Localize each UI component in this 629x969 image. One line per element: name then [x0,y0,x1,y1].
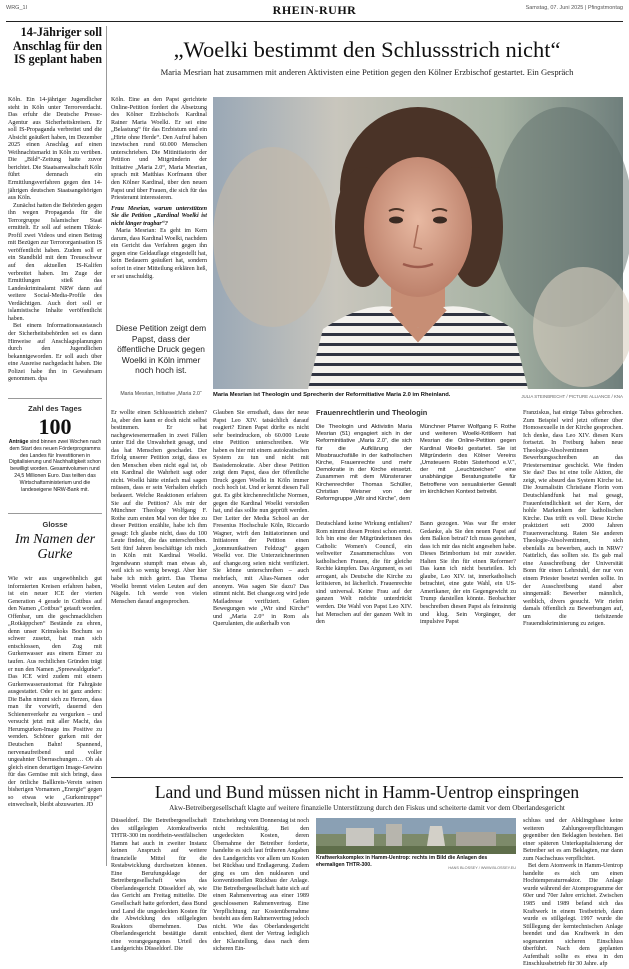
left-para-3: Bei einem Informationsaustausch der Sicherheitsbehörden sei es dann Hinweise auf Anschlagsplanungen durch den Jugendlichen bekanntgeworden. Er soll auch über eine Ausreise nachgedacht haben. Die Polizei habe ihn in Gewahrsam genommen. dpa [8,323,102,383]
pull-quote-attribution: Maria Mesrian, Initiative „Maria 2.0“ [120,391,202,397]
info-col-1 [316,424,412,520]
bottom-subheadline: Akw-Betreibergesellschaft klagte auf weitere finanzielle Unterstützung durch den Fiskus und scheiterte damit vor dem Oberlandesgericht [169,804,565,812]
portrait-photo [213,97,623,389]
zahl-value: 100 [38,414,72,439]
glosse-text: Wie wir aus ungewöhnlich gut informierten Kreisen erfahren haben, ist ein neuer ICE der vierten Generation 4 gerade in Cottbus auf den Namen „Cottbus“ getauft worden. Offenbar, um die geschmacklichen „Rotkäppchen“ Bestände zu ehren, denn unser Krimskoks Bochum so schwer zusetzt, hat man sich entschlossen, den Zug mit Gurkenwasser aus einem Eimer zu taufen. Aus rechtlichen Gründen trägt er nun den Namen „Spreewaldgurke“. Das ICE wird zudem mit einem Gurkenwasserautomat für Fahrgäste ausgestattet. Oder es ist ganz anders: Die Bahn nimmt sich zu Herzen, dass man ihr vorwirft, dauernd den Schienenverkehr zu vergurken – und versucht jetzt mit aller Macht, das Herumgurken-Image ins Positive zu wenden. Schöner gurken mit der Deutschen Bahn! Spannend, nervenaufreibend und voller ungeahnter Überraschungen… Oh als gleich einen derartigen Image-Gewinn für das Gemüse mit sich bringt, dass der örtliche Ballkreis-Verein seinen bisherigen Vornamen „Energie“ gegen so etwas wie „Gurkentruppe“ einwechselt, bleibt abzuwarten. JD [8,576,102,809]
glosse-body [8,576,102,866]
glosse-title: Im Namen der Gurke [14,532,96,562]
bottom-col-4b-text: Bei dem Atomwerk in Hamm-Uentrop handelte es sich um einen Hochtemperaturreaktor. Die Anlage wurde während der Atomprogramme der 60er und 70er Jahre errichtet. Zwischen 1985 und 1989 befand sich das Kraftwerk in einem Testbetrieb, dann wurde es stillgelegt. 1997 wurde die Stilllegung der kerntechnischen Anlage beendet und das Kraftwerk in den sogenannten sicheren Einschluss überführt. Nach dem geplanten Aufenthalt sollte es etwa in den Einschlussbetrieb für 30 Jahre. afp [523,863,623,968]
zahl-bold: Anträge [8,439,29,445]
lower-col-2 [213,410,309,775]
lower-col-6-text: Bann gezogen. Was war Ihr erster Gedanke, als Sie den neuen Papst auf dem Balkon betrat? Ich muss gestehen, dass ich mir das nicht angesehen habe. Dieses Brimborium ist mir zuwider. Halten Sie ihn für einen Reformer? Das kann ich nicht beurteilen. Ich glaube, Leo XIV. ist, innerkatholisch betrachtet, eine gute Wahl, ein US-Amerikaner, der ein Gegengewicht zu Trump darstellen könnte. Beobachter beschreiben diesen Papst als feinsinnig und klug. Sein Vorgänger, der impulsive Papst [420,521,516,626]
bottom-headline: Land und Bund müssen nicht in Hamm-Uentrop einspringen [154,782,580,802]
powerplant-image [316,818,516,854]
section-title: RHEIN-RUHR [272,3,357,17]
photo-caption: Maria Mesrian ist Theologin und Sprecherin der Reformitiative Maria 2.0 im Rheinland. [213,392,451,398]
main-subheadline: Maria Mesrian hat zusammen mit anderen Aktivisten eine Petition gegen den Kölner Erzbischof gestartet. Ein Gespräch [160,67,574,77]
info-col-2 [420,424,516,520]
bottom-photo-credit: HANS BLOSSEY / WWW.BLOSSEY.EU [448,866,516,870]
info-box-subhead: Frauenrechtlerin und Theologin [316,408,428,417]
main-col-1 [111,97,207,305]
left-para-1: Köln. Ein 14-jähriger Jugendlicher steht in Köln unter Terrorverdacht. Das erfuhr die Deutsche Presse-Agentur aus Sicherheitskreisen. Er soll IS-Propaganda verbreitet und die Absicht geäußert haben, im Dezember 2025 einen Anschlag auf einen Weihnachtsmarkt in Köln zu verüben. Die „Bild“-Zeitung hatte zuvor berichtet. Die Staatsanwaltschaft Köln führt demnach ein Ermittlungsverfahren gegen den 14-jährigen deutschen Staatsangehörigen aus Köln. [8,97,102,202]
left-para-2: Zunächst hatten die Behörden gegen ihn wegen Propaganda für die Terrorgruppe Islamischer Staat ermittelt. Er soll auf seinem Tiktok-Profil zwei Videos und einen Beitrag mit Bezügen zur Terrororganisation IS veröffentlicht haben. Zudem soll er ein Standbild mit dem Treueschwur auf den aktuellen IS-Kalifen verbreitet haben. Im Zuge der Ermittlungen stieß das Landeskriminalamt NRW dann auf weitere Social-Media-Profile des Verdächtigen. Auch dort soll er islamistische Inhalte veröffentlicht haben. [8,202,103,322]
bottom-col-4-text: schluss und der Abklingphase keine weiteren Zahlungsverpflichtungen gegenüber den Beklagten bestehen. Bei einer späteren Unterkapitalisierung der Betreiber sei es am Beklagten, nur dann zum Nachschuss verpflichtet. [523,818,623,862]
bottom-col-1-text: Düsseldorf. Die Betreibergesellschaft des stillgelegten Atomkraftwerks THTR-300 im nordrhein-westfälischen Hamm hat auch in zweiter Instanz keinen Anspruch auf weitere finanzielle Mittel für die Restabwicklung durchsetzen können. Eine Berufungsklage der Betreibergesellschaft wies das Oberlandesgericht Düsseldorf ab, wie das Gericht am Freitag mitteilte. Die Gesellschaft hatte gefordert, dass Bund und Land die ungedeckten Kosten für die Abwicklung des stillgelegten Reaktors übernehmen. Das Oberlandesgericht bestätigte damit eine vorangegangenes Urteil des Landgerichts Düsseldorf. Die [111,818,207,953]
bottom-col-1 [111,818,207,953]
zahl-label: Zahl des Tages [28,404,82,413]
issue-date: Samstag, 07. Juni 2025 | Pfingstmontag [525,5,623,11]
lower-col-1 [111,410,207,770]
left-headline: 14-Jähriger soll Anschlag für den IS geplant haben [12,25,102,66]
question-1: Frau Mesrian, warum unterstützen Sie die Petition „Kardinal Woelki ist nicht länger tragbar“? [111,205,207,227]
lower-col-6 [420,521,516,775]
pull-quote: Diese Petition zeigt dem Papst, dass der öffentliche Druck gegen Woelki in Köln immer noch hoch ist. [115,323,207,376]
portrait-image [213,97,623,389]
lower-col-7 [523,410,623,775]
lower-col-7-text: Franziskus, hat einige Tabus gebrochen. Zum Beispiel wird jetzt offener über Homosexuelle in der Kirche gesprochen. Ich denke, dass Leo XIV. diesen Kurs fortsetzt. In Freiburg haben neue Theologie-Absolventinnen Bewerbungsschreiben an das Priesterseminar geschickt. Wie finden Sie das? Das ist eine tolle Aktion, die zeigt, wie absurd das System Kirche ist. Die Journalistin Christiane Florin vom Deutschlandfunk hat mal gesagt, Frauenfeindlichkeit sei der Kern, der hohle Markenkern der katholischen Kirche. Das trifft es voll. Diese Kirche praktiziert seit 2000 Jahren Frauenverachtung. Raten Sie anderen Theologie-Absolventinnen, sich ebenfalls zu bewerben, auch in NRW? Natürlich, das sollten sie. Es gab mal eine Ausschreibung der Universität Bonn für einen Lehrstuhl, der nur von einem Priester besetzt werden sollte. In der Ausschreibung stand aber sinngemäß: Bewerber männlich, weiblich, divers gesucht. Wir riefen damals öffentlich zu Bewerbungen auf, um die tiefsitzende Frauendiskriminierung zu zeigen. [523,410,623,628]
lower-col-2-text: Glauben Sie ernsthaft, dass der neue Papst Leo XIV. tatsächlich darauf reagiert? Einen Papst dürfte es nicht sehr beeindrucken, ob 60.000 Leute eine Petition unterschreiben. Wir haben es hier mit einem autokratischen System zu tun und nicht mit Basisdemokratie. Aber diese Petition zeigt dem Papst, dass der öffentliche Druck gegen Woelki in Köln immer noch hoch ist. Und er kennt diesen Fall gut. Es gibt kirchenrechtliche Normen, gegen die Kardinal Woelki verstoßen hat, und das sollte nun geprüft werden. Der Leiter der Media School an der Fresenius Hochschule Köln, Riccardo Wagner, wirft den Initiatorinnen und Initiatoren der Petition einen „kommunikativen Feldzug“ gegen Woelki vor. Die Unterzeichnerinnen auf change.org seien nicht verifiziert. Sie könne unterschreiben – auch mehrfach, mit Alias-Namen oder anonym. Was sagen Sie dazu? Das stimmt nicht. Bei change.org wird jede Mailadresse verifiziert. Gelten Bewegungen wie „Wir sind Kirche“ und „Maria 2.0“ in Rom als Querulanten, die außerhalb von [213,410,309,628]
bottom-col-2 [213,818,309,953]
bottom-col-2-text: Entscheidung vom Donnerstag ist noch nicht rechtskräftig. Bei den ungedeckten Kosten, deren Übernahme der Betreiber forderte, handelte es sich laut früheren Angaben des Landgerichts vor allem um Kosten bei Rückbau und Endlagerung. Zudem ging es um den nuklearen und konventionellen Rückbau der Anlage. Die Betreibergesellschaft hatte sich auf einen Rahmenvertrag aus einer 1989 geschlossenen Rahmenvertrag. Eine Verpflichtung zur Kostenübernahme besteht aus dem Rahmenvertrag jedoch nicht. Wie das Oberlandesgericht entschied, dient der Vertrag lediglich der Klarstellung, dass nach dem sicheren Ein- [213,818,309,953]
powerplant-photo [316,818,516,854]
glosse-label: Glosse [42,520,68,529]
zahl-text [8,439,102,493]
bottom-col-4 [523,818,623,968]
lower-col-5 [316,521,412,775]
main-intro: Köln. Eine an den Papst gerichtete Online-Petition fordert die Absetzung des Kölner Erzbischofs Kardinal Rainer Maria Woelki. Er sei eine „Belastung“ für das Erzbistum und ein „Hirte ohne Herde“. Den Aufruf haben inzwischen rund 60.000 Menschen unterschrieben. Die Mitinitiatorin der Petition und Mitgründerin der Initiative „Maria 2.0“, Maria Mesrian, sprach mit Matthias Korfmann über den Kölner Kardinal, über den neuen Papst und über Frauen, die sich für das Priesteramt interessieren. [111,97,207,202]
photo-credit: JULIA STEINBRECHT / PICTURE ALLIANCE / KNA [521,394,623,399]
answer-1: Maria Mesrian: Es geht im Kern darum, dass Kardinal Woelki, nachdem ein Gericht das Verfahren gegen ihn gegen eine Geldauflage eingestellt hat, kein Bedauern geäußert hat, sondern sofort in einer Mitteilung erklären ließ, er sei unschuldig. [111,228,207,280]
lower-col-1-text: Er wollte einen Schlussstrich ziehen? Ja, aber den kann er doch nicht selbst bestimmen. Er hat nachgewiesenermaßen in zwei Fällen unter Eid die Unwahrheit gesagt, und das hat Menschen geschadet. Der Erfolg unserer Petition zeigt, dass es den Menschen eben nicht egal ist, ob ein Kardinal die Wahrheit sagt oder nicht. Woelki hätte einfach mal sagen müssen, dass er sein Verhalten ehrlich bedauert. Welche Reaktionen erfahren Sie auf die Petition? Als mir der Münchner Theologe Wolfgang F. Rothe zum ersten Mal von der Idee zu dieser Petition erzählte, habe ich ihm gesagt: Ich glaube nicht, dass du 100 Leute findest, die das unterschreiben. Seit fünf Jahren beschäftige ich mich in Köln mit Kardinal Woelki. Irgendwann stumpft man etwas ab, weil sich so wenig bewegt. Aber hier habe ich mich geirrt. Das Thema Woelki brennt vielen Leuten auf den Nägeln. Ich werde von vielen Menschen darauf angesprochen. [111,410,207,605]
main-headline: „Woelki bestimmt den Schlussstrich nicht“ [173,37,561,62]
info-col-2-text: Münchner Pfarrer Wolfgang F. Rothe und weiteren Woelki-Kritikern hat Mesrian die Online-Petition gegen Kardinal Woelki gestartet. Sie ist Mitgründerin des Kölner Vereins „Umsteuern Robin Sisterhood e.V.“, der mit „Leuchtzeichen“ eine unabhängige Beratungsstelle für Betroffene von sexualisierter Gewalt im kirchlichen Kontext betreibt. [420,424,516,495]
zahl-rest: sind binnen zwei Wochen nach dem Start des neuen Förderprogramms des Landes für Investitionen in Digitalisierung und Nachhaltigkeit schon bewilligt worden. Gesamtvolumen rund 24,5 Millionen Euro. Das teilten das Wirtschaftsministerium und die landeseigene NRW-Bank mit. [9,439,102,493]
lower-col-5-text: Deutschland keine Wirkung entfalten? Rom nimmt diesen Protest schon ernst. Ich bin eine der Mitgründerinnen des Catholic Women's Council, ein weltweiter Zusammenschluss von katholischen Frauen, die für gleiche Rechte kämpfen. Das Argument, es sei arrogant, als Deutsche die Kirche zu kritisieren, ist lächerlich. Frauenrechte sind universal. Keine Frau auf der ganzen Welt möchte unterdrückt werden. Die Wahl von Papst Leo XIV. hat Menschen auf der ganzen Welt in den [316,521,412,626]
edition-code: WRG_1I [6,5,28,11]
bottom-photo-caption: Kraftwerkskomplex in Hamm-Uentrop: rechts im Bild die Anlagen des ehemaligen THTR-300. [316,855,488,868]
info-col-1-text: Die Theologin und Aktivistin Maria Mesrian (51) engagiert sich in der Reforminitiative „Maria 2.0“, die sich für die Aufklärung der Missbrauchsfälle in der katholischen Kirche, Frauenrechte und mehr Demokratie in der Kirche einsetzt. Zusammen mit dem Münsteraner Kirchenrechtler Thomas Schüller, Christian Weisner von der Reformgruppe „Wir sind Kirche“, dem [316,424,412,503]
